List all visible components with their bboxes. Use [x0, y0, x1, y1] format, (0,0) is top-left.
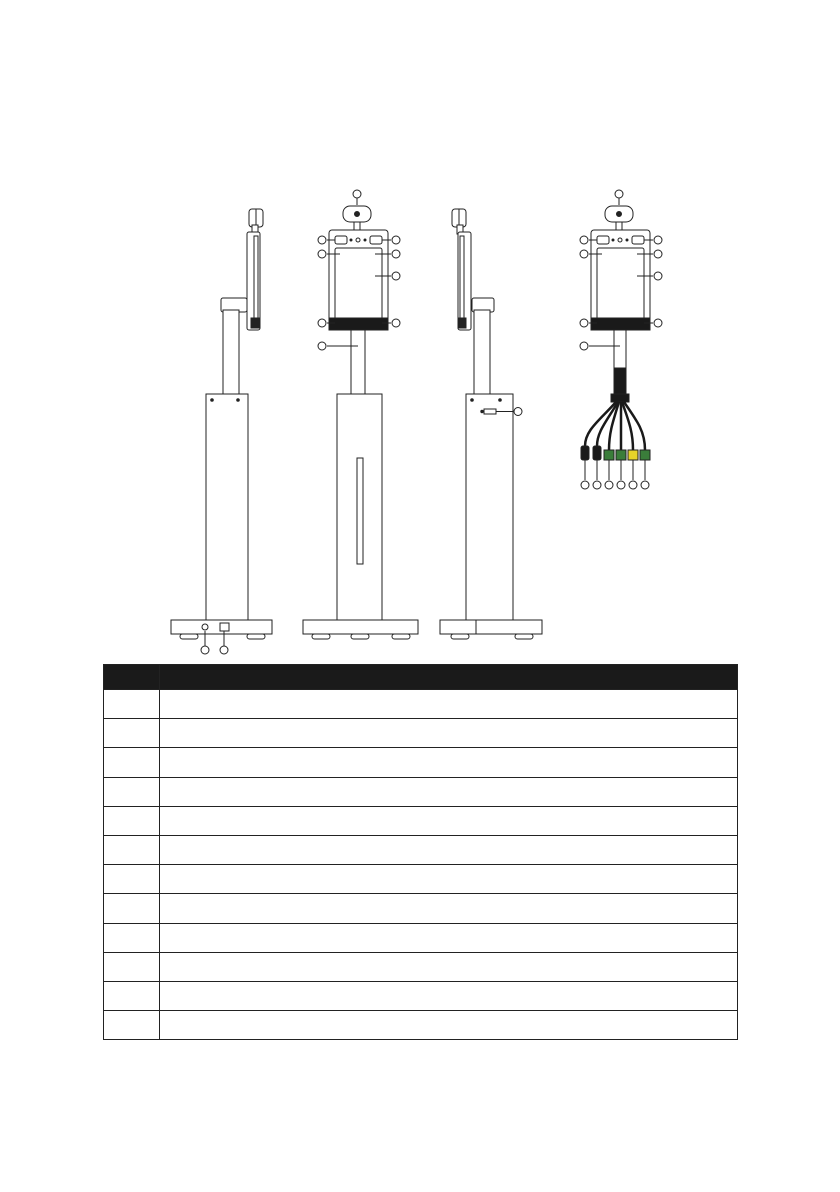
table-cell: [104, 865, 160, 894]
table-row: [104, 952, 738, 981]
table-row: [104, 835, 738, 864]
table-cell: [104, 777, 160, 806]
table-cell: [160, 777, 738, 806]
table-cell: [104, 806, 160, 835]
table-row: [104, 923, 738, 952]
table-cell: [160, 835, 738, 864]
table-row: [104, 690, 738, 719]
table-cell: [104, 835, 160, 864]
table-row: [104, 719, 738, 748]
table-cell: [160, 690, 738, 719]
table-row: [104, 894, 738, 923]
table-cell: [160, 894, 738, 923]
table-cell: [104, 719, 160, 748]
table-cell: [160, 806, 738, 835]
table-cell: [104, 894, 160, 923]
header-cell-no: [104, 665, 160, 690]
table-cell: [160, 981, 738, 1010]
table-cell: [104, 981, 160, 1010]
table-row: [104, 981, 738, 1010]
table-cell: [104, 952, 160, 981]
table-cell: [104, 748, 160, 777]
table-cell: [160, 952, 738, 981]
head-unit-with-cables: [580, 190, 662, 489]
table-cell: [104, 923, 160, 952]
specification-table: [103, 664, 738, 1040]
table-row: [104, 865, 738, 894]
table-row: [104, 748, 738, 777]
table-cell: [104, 690, 160, 719]
table-row: [104, 806, 738, 835]
header-cell-description: [160, 665, 738, 690]
table-cell: [160, 1011, 738, 1040]
table-cell: [160, 865, 738, 894]
table-cell: [160, 923, 738, 952]
side-view-right: [440, 209, 542, 639]
table-row: [104, 1011, 738, 1040]
table-header-row: [104, 665, 738, 690]
table-row: [104, 777, 738, 806]
front-view: [303, 190, 418, 639]
table-cell: [104, 1011, 160, 1040]
table-cell: [160, 719, 738, 748]
side-view-left: [171, 209, 272, 654]
table-cell: [160, 748, 738, 777]
